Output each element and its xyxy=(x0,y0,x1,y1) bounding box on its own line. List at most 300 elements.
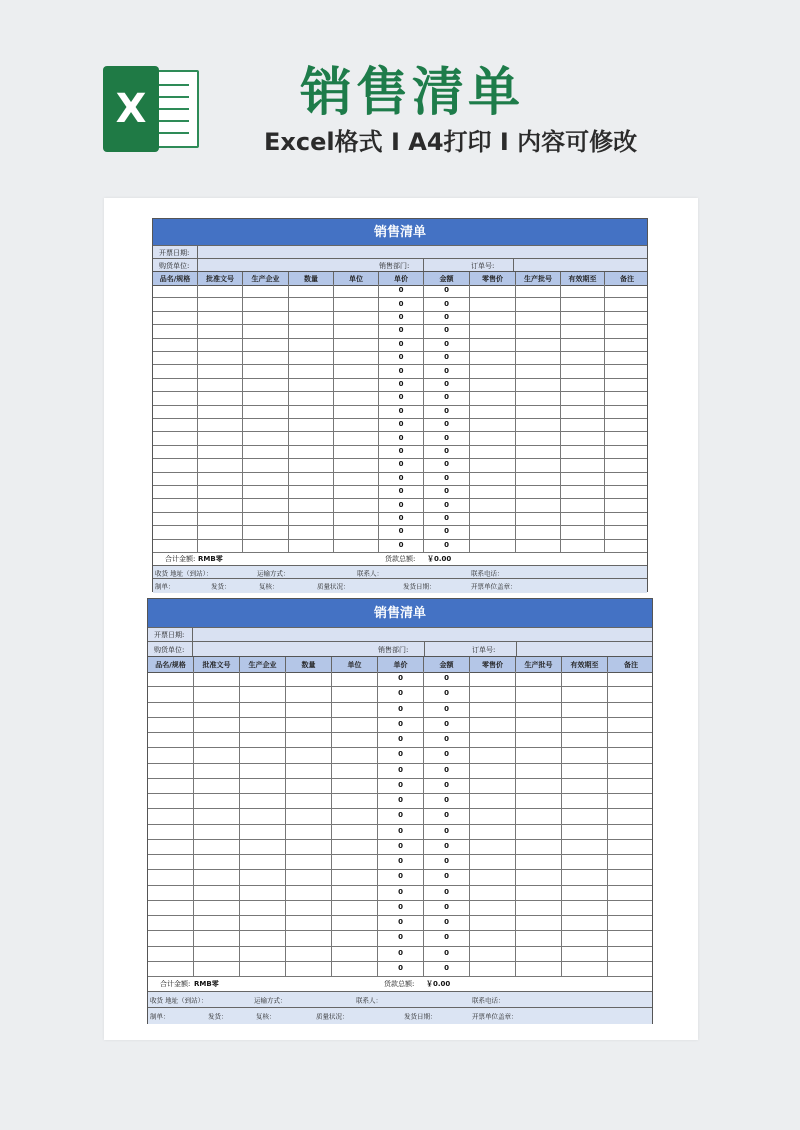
cell-unit-price[interactable]: 0 xyxy=(378,702,424,717)
cell-manufacturer[interactable] xyxy=(240,793,286,808)
cell-unit-price[interactable]: 0 xyxy=(378,900,424,915)
cell-remarks[interactable] xyxy=(605,324,649,337)
cell-remarks[interactable] xyxy=(608,793,654,808)
cell-remarks[interactable] xyxy=(605,498,649,511)
cell-expiry-date[interactable] xyxy=(562,915,608,930)
cell-expiry-date[interactable] xyxy=(561,445,605,458)
cell-product-spec[interactable] xyxy=(148,702,194,717)
cell-unit[interactable] xyxy=(334,445,379,458)
cell-expiry-date[interactable] xyxy=(561,364,605,377)
cell-unit-price[interactable]: 0 xyxy=(378,763,424,778)
cell-retail-price[interactable] xyxy=(470,686,516,701)
cell-retail-price[interactable] xyxy=(470,525,516,538)
cell-product-spec[interactable] xyxy=(153,539,198,552)
cell-unit[interactable] xyxy=(332,946,378,961)
cell-expiry-date[interactable] xyxy=(561,458,605,471)
cell-amount[interactable]: 0 xyxy=(424,732,470,747)
cell-approval-number[interactable] xyxy=(194,885,240,900)
cell-expiry-date[interactable] xyxy=(561,284,605,297)
cell-amount[interactable]: 0 xyxy=(424,378,470,391)
cell-unit-price[interactable]: 0 xyxy=(378,671,424,686)
cell-amount[interactable]: 0 xyxy=(424,445,470,458)
cell-remarks[interactable] xyxy=(605,418,649,431)
cell-amount[interactable]: 0 xyxy=(424,686,470,701)
cell-product-spec[interactable] xyxy=(153,431,198,444)
cell-retail-price[interactable] xyxy=(470,485,516,498)
cell-expiry-date[interactable] xyxy=(562,869,608,884)
cell-batch-number[interactable] xyxy=(516,338,561,351)
cell-unit-price[interactable]: 0 xyxy=(379,364,424,377)
cell-unit-price[interactable]: 0 xyxy=(378,808,424,823)
cell-expiry-date[interactable] xyxy=(562,702,608,717)
cell-unit[interactable] xyxy=(334,297,379,310)
cell-remarks[interactable] xyxy=(608,854,654,869)
cell-expiry-date[interactable] xyxy=(562,747,608,762)
cell-expiry-date[interactable] xyxy=(561,378,605,391)
cell-quantity[interactable] xyxy=(289,458,334,471)
cell-expiry-date[interactable] xyxy=(561,512,605,525)
cell-quantity[interactable] xyxy=(289,512,334,525)
cell-unit[interactable] xyxy=(334,324,379,337)
cell-manufacturer[interactable] xyxy=(240,808,286,823)
cell-batch-number[interactable] xyxy=(516,297,561,310)
cell-approval-number[interactable] xyxy=(198,525,243,538)
cell-unit[interactable] xyxy=(332,732,378,747)
cell-approval-number[interactable] xyxy=(194,717,240,732)
cell-remarks[interactable] xyxy=(608,885,654,900)
cell-expiry-date[interactable] xyxy=(562,717,608,732)
cell-unit[interactable] xyxy=(334,391,379,404)
cell-amount[interactable]: 0 xyxy=(424,512,470,525)
cell-quantity[interactable] xyxy=(289,539,334,552)
cell-unit[interactable] xyxy=(334,472,379,485)
cell-approval-number[interactable] xyxy=(198,297,243,310)
cell-retail-price[interactable] xyxy=(470,472,516,485)
cell-unit[interactable] xyxy=(332,930,378,945)
cell-expiry-date[interactable] xyxy=(562,900,608,915)
cell-unit[interactable] xyxy=(334,311,379,324)
cell-remarks[interactable] xyxy=(605,431,649,444)
cell-amount[interactable]: 0 xyxy=(424,839,470,854)
cell-unit-price[interactable]: 0 xyxy=(379,512,424,525)
cell-unit[interactable] xyxy=(332,854,378,869)
cell-manufacturer[interactable] xyxy=(240,732,286,747)
cell-retail-price[interactable] xyxy=(470,824,516,839)
cell-approval-number[interactable] xyxy=(198,378,243,391)
cell-unit-price[interactable]: 0 xyxy=(379,472,424,485)
cell-product-spec[interactable] xyxy=(148,717,194,732)
cell-approval-number[interactable] xyxy=(198,472,243,485)
cell-unit-price[interactable]: 0 xyxy=(378,915,424,930)
cell-retail-price[interactable] xyxy=(470,498,516,511)
cell-quantity[interactable] xyxy=(289,311,334,324)
cell-product-spec[interactable] xyxy=(148,900,194,915)
cell-expiry-date[interactable] xyxy=(561,418,605,431)
cell-batch-number[interactable] xyxy=(516,512,561,525)
cell-manufacturer[interactable] xyxy=(243,431,289,444)
cell-retail-price[interactable] xyxy=(470,351,516,364)
cell-product-spec[interactable] xyxy=(148,869,194,884)
cell-manufacturer[interactable] xyxy=(243,405,289,418)
cell-batch-number[interactable] xyxy=(516,498,561,511)
cell-product-spec[interactable] xyxy=(148,763,194,778)
cell-product-spec[interactable] xyxy=(153,338,198,351)
cell-approval-number[interactable] xyxy=(198,284,243,297)
cell-remarks[interactable] xyxy=(608,778,654,793)
cell-remarks[interactable] xyxy=(608,732,654,747)
cell-quantity[interactable] xyxy=(286,671,332,686)
cell-approval-number[interactable] xyxy=(194,702,240,717)
cell-unit[interactable] xyxy=(332,900,378,915)
cell-quantity[interactable] xyxy=(289,338,334,351)
cell-amount[interactable]: 0 xyxy=(424,297,470,310)
cell-unit-price[interactable]: 0 xyxy=(379,351,424,364)
cell-approval-number[interactable] xyxy=(194,839,240,854)
cell-manufacturer[interactable] xyxy=(240,702,286,717)
cell-amount[interactable]: 0 xyxy=(424,472,470,485)
cell-batch-number[interactable] xyxy=(516,854,562,869)
cell-amount[interactable]: 0 xyxy=(424,808,470,823)
cell-retail-price[interactable] xyxy=(470,717,516,732)
cell-expiry-date[interactable] xyxy=(562,885,608,900)
cell-manufacturer[interactable] xyxy=(240,946,286,961)
cell-expiry-date[interactable] xyxy=(561,485,605,498)
cell-amount[interactable]: 0 xyxy=(424,458,470,471)
cell-batch-number[interactable] xyxy=(516,405,561,418)
cell-manufacturer[interactable] xyxy=(243,525,289,538)
cell-manufacturer[interactable] xyxy=(240,961,286,976)
cell-unit-price[interactable]: 0 xyxy=(378,854,424,869)
cell-product-spec[interactable] xyxy=(153,525,198,538)
cell-manufacturer[interactable] xyxy=(240,869,286,884)
cell-retail-price[interactable] xyxy=(470,900,516,915)
cell-remarks[interactable] xyxy=(605,525,649,538)
cell-unit-price[interactable]: 0 xyxy=(379,338,424,351)
cell-unit-price[interactable]: 0 xyxy=(378,747,424,762)
cell-product-spec[interactable] xyxy=(153,512,198,525)
cell-quantity[interactable] xyxy=(289,445,334,458)
cell-manufacturer[interactable] xyxy=(243,539,289,552)
cell-batch-number[interactable] xyxy=(516,763,562,778)
cell-retail-price[interactable] xyxy=(470,869,516,884)
cell-batch-number[interactable] xyxy=(516,824,562,839)
cell-retail-price[interactable] xyxy=(470,297,516,310)
cell-product-spec[interactable] xyxy=(148,732,194,747)
cell-amount[interactable]: 0 xyxy=(424,717,470,732)
cell-product-spec[interactable] xyxy=(148,885,194,900)
cell-retail-price[interactable] xyxy=(470,793,516,808)
cell-manufacturer[interactable] xyxy=(240,824,286,839)
cell-product-spec[interactable] xyxy=(148,839,194,854)
cell-quantity[interactable] xyxy=(286,961,332,976)
cell-approval-number[interactable] xyxy=(194,869,240,884)
cell-quantity[interactable] xyxy=(286,930,332,945)
cell-unit[interactable] xyxy=(334,431,379,444)
cell-approval-number[interactable] xyxy=(194,930,240,945)
cell-product-spec[interactable] xyxy=(153,364,198,377)
cell-batch-number[interactable] xyxy=(516,961,562,976)
cell-unit-price[interactable]: 0 xyxy=(379,391,424,404)
cell-unit-price[interactable]: 0 xyxy=(379,284,424,297)
cell-batch-number[interactable] xyxy=(516,525,561,538)
cell-approval-number[interactable] xyxy=(194,854,240,869)
cell-quantity[interactable] xyxy=(286,808,332,823)
cell-manufacturer[interactable] xyxy=(243,324,289,337)
cell-unit[interactable] xyxy=(334,405,379,418)
cell-quantity[interactable] xyxy=(289,525,334,538)
cell-retail-price[interactable] xyxy=(470,284,516,297)
cell-remarks[interactable] xyxy=(605,405,649,418)
cell-quantity[interactable] xyxy=(289,418,334,431)
cell-remarks[interactable] xyxy=(605,512,649,525)
cell-approval-number[interactable] xyxy=(194,763,240,778)
cell-retail-price[interactable] xyxy=(470,431,516,444)
cell-retail-price[interactable] xyxy=(470,702,516,717)
cell-manufacturer[interactable] xyxy=(243,338,289,351)
cell-amount[interactable]: 0 xyxy=(424,405,470,418)
cell-quantity[interactable] xyxy=(289,472,334,485)
cell-approval-number[interactable] xyxy=(198,351,243,364)
cell-retail-price[interactable] xyxy=(470,930,516,945)
cell-amount[interactable]: 0 xyxy=(424,418,470,431)
cell-quantity[interactable] xyxy=(286,747,332,762)
cell-retail-price[interactable] xyxy=(470,778,516,793)
cell-manufacturer[interactable] xyxy=(240,854,286,869)
cell-unit-price[interactable]: 0 xyxy=(379,485,424,498)
cell-unit-price[interactable]: 0 xyxy=(378,885,424,900)
cell-approval-number[interactable] xyxy=(198,498,243,511)
cell-manufacturer[interactable] xyxy=(240,915,286,930)
cell-manufacturer[interactable] xyxy=(243,391,289,404)
cell-remarks[interactable] xyxy=(608,930,654,945)
cell-amount[interactable]: 0 xyxy=(424,747,470,762)
cell-approval-number[interactable] xyxy=(198,485,243,498)
cell-product-spec[interactable] xyxy=(148,961,194,976)
cell-batch-number[interactable] xyxy=(516,311,561,324)
cell-remarks[interactable] xyxy=(608,869,654,884)
cell-expiry-date[interactable] xyxy=(562,763,608,778)
cell-retail-price[interactable] xyxy=(470,885,516,900)
cell-retail-price[interactable] xyxy=(470,405,516,418)
cell-remarks[interactable] xyxy=(605,297,649,310)
cell-expiry-date[interactable] xyxy=(561,297,605,310)
cell-unit[interactable] xyxy=(334,512,379,525)
cell-approval-number[interactable] xyxy=(194,946,240,961)
cell-unit[interactable] xyxy=(332,747,378,762)
cell-expiry-date[interactable] xyxy=(562,671,608,686)
cell-quantity[interactable] xyxy=(286,717,332,732)
cell-retail-price[interactable] xyxy=(470,324,516,337)
cell-quantity[interactable] xyxy=(286,778,332,793)
cell-unit-price[interactable]: 0 xyxy=(379,498,424,511)
cell-product-spec[interactable] xyxy=(153,351,198,364)
cell-product-spec[interactable] xyxy=(153,405,198,418)
cell-approval-number[interactable] xyxy=(194,747,240,762)
cell-unit[interactable] xyxy=(334,485,379,498)
cell-amount[interactable]: 0 xyxy=(424,539,470,552)
cell-batch-number[interactable] xyxy=(516,930,562,945)
cell-quantity[interactable] xyxy=(286,869,332,884)
cell-batch-number[interactable] xyxy=(516,485,561,498)
cell-expiry-date[interactable] xyxy=(562,793,608,808)
cell-unit-price[interactable]: 0 xyxy=(378,778,424,793)
cell-manufacturer[interactable] xyxy=(240,747,286,762)
cell-approval-number[interactable] xyxy=(194,793,240,808)
cell-product-spec[interactable] xyxy=(148,946,194,961)
cell-retail-price[interactable] xyxy=(470,418,516,431)
cell-unit[interactable] xyxy=(332,961,378,976)
cell-quantity[interactable] xyxy=(286,946,332,961)
cell-expiry-date[interactable] xyxy=(561,391,605,404)
cell-batch-number[interactable] xyxy=(516,793,562,808)
cell-remarks[interactable] xyxy=(608,747,654,762)
cell-batch-number[interactable] xyxy=(516,458,561,471)
cell-remarks[interactable] xyxy=(605,338,649,351)
cell-manufacturer[interactable] xyxy=(243,351,289,364)
cell-manufacturer[interactable] xyxy=(243,512,289,525)
cell-unit[interactable] xyxy=(332,869,378,884)
cell-retail-price[interactable] xyxy=(470,391,516,404)
cell-amount[interactable]: 0 xyxy=(424,854,470,869)
cell-unit[interactable] xyxy=(334,418,379,431)
cell-quantity[interactable] xyxy=(289,391,334,404)
cell-unit[interactable] xyxy=(334,525,379,538)
cell-unit[interactable] xyxy=(332,839,378,854)
cell-product-spec[interactable] xyxy=(153,297,198,310)
cell-retail-price[interactable] xyxy=(470,445,516,458)
cell-retail-price[interactable] xyxy=(470,671,516,686)
cell-approval-number[interactable] xyxy=(198,512,243,525)
cell-quantity[interactable] xyxy=(286,702,332,717)
cell-batch-number[interactable] xyxy=(516,747,562,762)
cell-batch-number[interactable] xyxy=(516,808,562,823)
cell-unit[interactable] xyxy=(334,498,379,511)
cell-product-spec[interactable] xyxy=(153,498,198,511)
cell-manufacturer[interactable] xyxy=(243,458,289,471)
cell-unit[interactable] xyxy=(332,885,378,900)
cell-unit-price[interactable]: 0 xyxy=(379,405,424,418)
cell-approval-number[interactable] xyxy=(194,686,240,701)
cell-quantity[interactable] xyxy=(286,915,332,930)
cell-retail-price[interactable] xyxy=(470,539,516,552)
cell-quantity[interactable] xyxy=(286,686,332,701)
cell-batch-number[interactable] xyxy=(516,686,562,701)
cell-amount[interactable]: 0 xyxy=(424,284,470,297)
cell-batch-number[interactable] xyxy=(516,778,562,793)
cell-approval-number[interactable] xyxy=(198,324,243,337)
cell-unit[interactable] xyxy=(332,793,378,808)
cell-quantity[interactable] xyxy=(289,378,334,391)
cell-unit-price[interactable]: 0 xyxy=(378,839,424,854)
cell-retail-price[interactable] xyxy=(470,512,516,525)
cell-expiry-date[interactable] xyxy=(561,525,605,538)
cell-manufacturer[interactable] xyxy=(243,472,289,485)
cell-unit-price[interactable]: 0 xyxy=(379,458,424,471)
cell-unit[interactable] xyxy=(334,378,379,391)
cell-retail-price[interactable] xyxy=(470,732,516,747)
cell-quantity[interactable] xyxy=(286,900,332,915)
cell-unit[interactable] xyxy=(334,284,379,297)
cell-manufacturer[interactable] xyxy=(243,418,289,431)
cell-unit-price[interactable]: 0 xyxy=(378,732,424,747)
cell-batch-number[interactable] xyxy=(516,885,562,900)
cell-batch-number[interactable] xyxy=(516,431,561,444)
cell-unit-price[interactable]: 0 xyxy=(379,445,424,458)
cell-approval-number[interactable] xyxy=(194,900,240,915)
cell-remarks[interactable] xyxy=(608,808,654,823)
cell-manufacturer[interactable] xyxy=(240,839,286,854)
cell-amount[interactable]: 0 xyxy=(424,324,470,337)
cell-manufacturer[interactable] xyxy=(240,778,286,793)
cell-unit[interactable] xyxy=(332,717,378,732)
cell-amount[interactable]: 0 xyxy=(424,763,470,778)
cell-approval-number[interactable] xyxy=(198,391,243,404)
cell-quantity[interactable] xyxy=(286,793,332,808)
cell-batch-number[interactable] xyxy=(516,391,561,404)
cell-unit[interactable] xyxy=(332,824,378,839)
cell-batch-number[interactable] xyxy=(516,839,562,854)
cell-product-spec[interactable] xyxy=(148,793,194,808)
cell-unit[interactable] xyxy=(332,702,378,717)
cell-unit-price[interactable]: 0 xyxy=(379,539,424,552)
cell-quantity[interactable] xyxy=(289,297,334,310)
cell-product-spec[interactable] xyxy=(153,418,198,431)
cell-retail-price[interactable] xyxy=(470,378,516,391)
cell-quantity[interactable] xyxy=(289,351,334,364)
cell-approval-number[interactable] xyxy=(198,431,243,444)
cell-expiry-date[interactable] xyxy=(561,311,605,324)
cell-remarks[interactable] xyxy=(605,539,649,552)
cell-quantity[interactable] xyxy=(286,824,332,839)
cell-approval-number[interactable] xyxy=(194,671,240,686)
cell-remarks[interactable] xyxy=(608,686,654,701)
cell-remarks[interactable] xyxy=(608,671,654,686)
cell-remarks[interactable] xyxy=(605,458,649,471)
cell-amount[interactable]: 0 xyxy=(424,869,470,884)
cell-retail-price[interactable] xyxy=(470,946,516,961)
cell-approval-number[interactable] xyxy=(198,445,243,458)
cell-retail-price[interactable] xyxy=(470,458,516,471)
cell-product-spec[interactable] xyxy=(153,485,198,498)
cell-product-spec[interactable] xyxy=(148,854,194,869)
cell-unit-price[interactable]: 0 xyxy=(379,311,424,324)
cell-expiry-date[interactable] xyxy=(562,824,608,839)
cell-expiry-date[interactable] xyxy=(561,498,605,511)
cell-unit[interactable] xyxy=(334,338,379,351)
cell-product-spec[interactable] xyxy=(148,686,194,701)
cell-amount[interactable]: 0 xyxy=(424,915,470,930)
cell-approval-number[interactable] xyxy=(198,458,243,471)
cell-unit-price[interactable]: 0 xyxy=(378,869,424,884)
cell-manufacturer[interactable] xyxy=(240,717,286,732)
cell-unit-price[interactable]: 0 xyxy=(378,717,424,732)
cell-amount[interactable]: 0 xyxy=(424,900,470,915)
cell-unit[interactable] xyxy=(332,778,378,793)
cell-unit[interactable] xyxy=(332,808,378,823)
cell-manufacturer[interactable] xyxy=(240,686,286,701)
cell-expiry-date[interactable] xyxy=(562,961,608,976)
cell-unit-price[interactable]: 0 xyxy=(379,525,424,538)
cell-quantity[interactable] xyxy=(289,498,334,511)
cell-quantity[interactable] xyxy=(289,364,334,377)
cell-expiry-date[interactable] xyxy=(562,854,608,869)
cell-approval-number[interactable] xyxy=(194,961,240,976)
cell-expiry-date[interactable] xyxy=(561,324,605,337)
cell-manufacturer[interactable] xyxy=(243,297,289,310)
cell-remarks[interactable] xyxy=(608,915,654,930)
cell-quantity[interactable] xyxy=(286,732,332,747)
cell-approval-number[interactable] xyxy=(194,824,240,839)
